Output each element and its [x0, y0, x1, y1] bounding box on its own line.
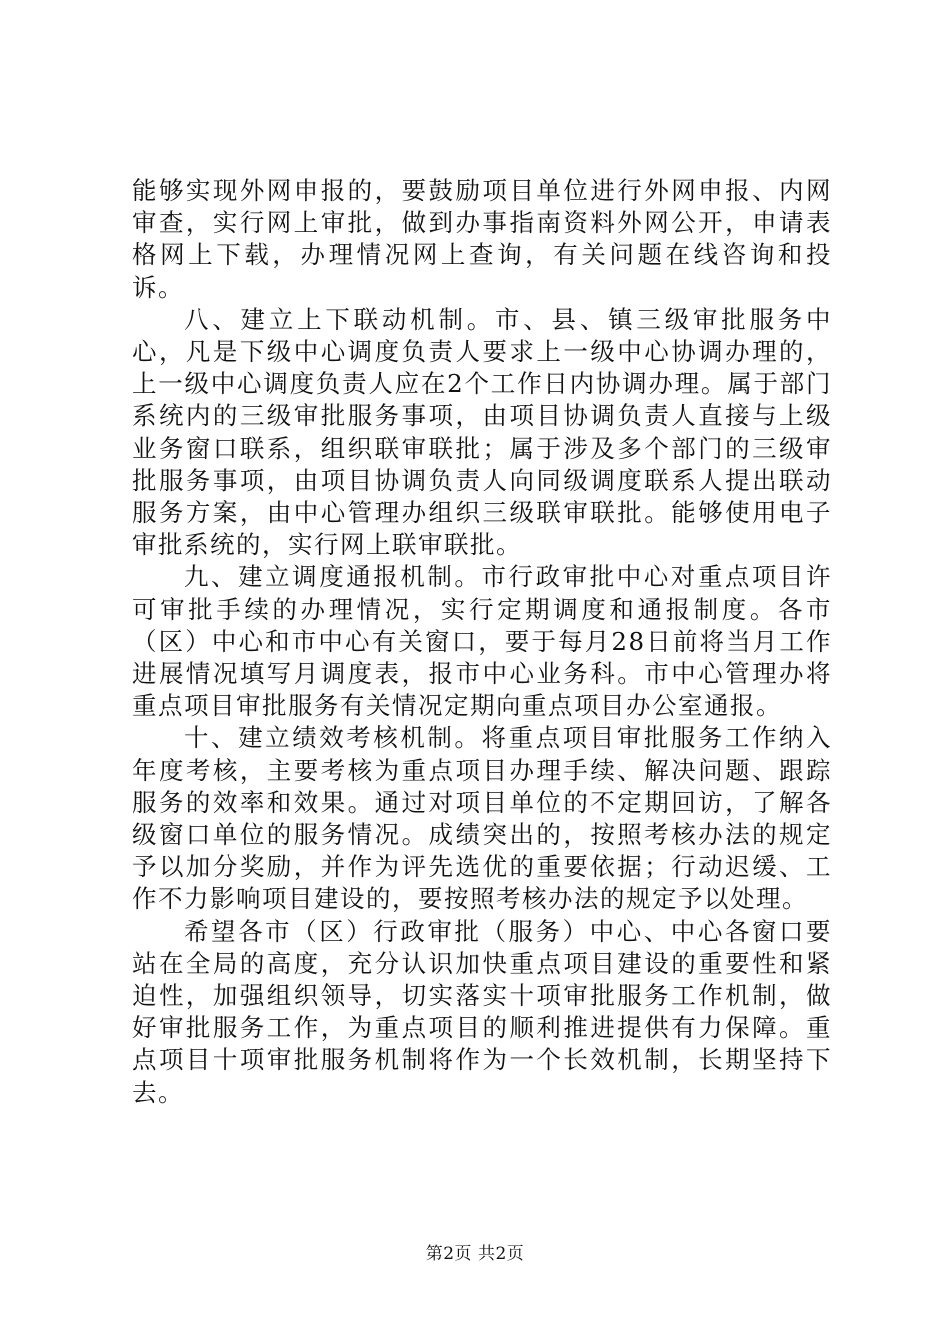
page-footer-page-number: 第2页 共2页 [425, 1244, 525, 1264]
paragraph-continuation: 能够实现外网申报的，要鼓励项目单位进行外网申报、内网审查，实行网上审批，做到办事指南资料外网公开，申请表格网上下载，办理情况网上查询，有关问题在线咨询和投诉。 [132, 176, 832, 302]
paragraph-item-8-linkage-mechanism: 八、建立上下联动机制。市、县、镇三级审批服务中心，凡是下级中心调度负责人要求上一级中心协调办理的，上一级中心调度负责人应在2个工作日内协调办理。属于部门系统内的三级审批服务事项，由项目协调负责人直接与上级业务窗口联系，组织联审联批；属于涉及多个部门的三级审批服务事项，由项目协调负责人向同级调度联系人提出联动服务方案，由中心管理办组织三级联审联批。能够使用电子审批系统的，实行网上联审联批。 [132, 304, 832, 560]
paragraph-closing-hope: 希望各市（区）行政审批（服务）中心、中心各窗口要站在全局的高度，充分认识加快重点项目建设的重要性和紧迫性，加强组织领导，切实落实十项审批服务工作机制，做好审批服务工作，为重点项目的顺利推进提供有力保障。重点项目十项审批服务机制将作为一个长效机制，长期坚持下去。 [132, 916, 832, 1107]
document-body [132, 175, 832, 1109]
paragraph-item-10-performance-assessment: 十、建立绩效考核机制。将重点项目审批服务工作纳入年度考核，主要考核为重点项目办理手续、解决问题、跟踪服务的效率和效果。通过对项目单位的不定期回访，了解各级窗口单位的服务情况。成绩突出的，按照考核办法的规定予以加分奖励，并作为评先选优的重要依据；行动迟缓、工作不力影响项目建设的，要按照考核办法的规定予以处理。 [132, 723, 832, 914]
paragraph-item-9-dispatch-report-mechanism: 九、建立调度通报机制。市行政审批中心对重点项目许可审批手续的办理情况，实行定期调度和通报制度。各市（区）中心和市中心有关窗口，要于每月28日前将当月工作进展情况填写月调度表，报市中心业务科。市中心管理办将重点项目审批服务有关情况定期向重点项目办公室通报。 [132, 562, 832, 721]
